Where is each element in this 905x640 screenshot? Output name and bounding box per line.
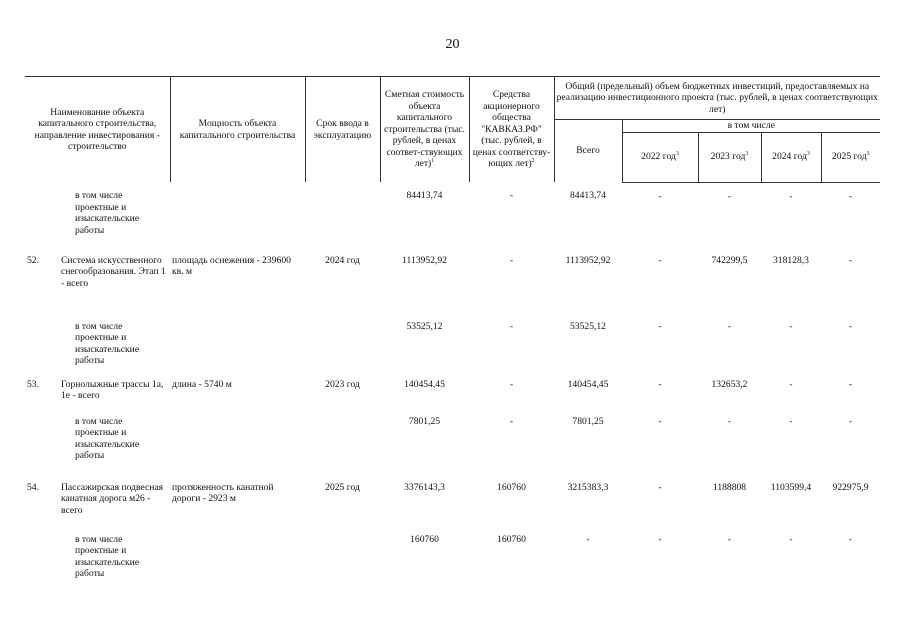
row-capacity <box>170 313 305 371</box>
row-2022: - <box>658 254 662 266</box>
row-capacity: площадь оснежения - 239600 кв. м <box>172 254 291 277</box>
row-2023: - <box>727 320 732 332</box>
row-total: 140454,45 <box>567 378 609 390</box>
row-name: Система искусственного снегообразования. Этап 1 - всего <box>61 254 166 289</box>
row-2022: - <box>658 533 662 545</box>
row-name: Пассажирская подвесная канатная дорога м26 - всего <box>61 481 164 516</box>
row-total: 7801,25 <box>572 415 604 427</box>
row-2023: 132653,2 <box>711 378 748 390</box>
page-number: 20 <box>445 37 460 52</box>
row-capacity: длина - 5740 м <box>172 378 232 390</box>
table-row <box>25 526 880 592</box>
header-capacity: Мощность объекта капитального строительства <box>170 77 305 183</box>
row-2024: - <box>789 190 793 202</box>
row-2025: 922975,9 <box>832 481 869 493</box>
row-cost: 53525,12 <box>406 320 443 332</box>
row-name: в том числе проектные и изыскательские работы <box>75 415 140 461</box>
row-2022: - <box>658 320 662 332</box>
row-2022: - <box>658 415 662 427</box>
row-2025: - <box>848 533 853 545</box>
row-2024: - <box>789 415 793 427</box>
row-term <box>305 408 380 474</box>
header-total: Всего <box>554 120 622 183</box>
row-number <box>25 182 59 247</box>
row-number: 54. <box>27 481 39 493</box>
row-total: 3215383,3 <box>567 481 609 493</box>
row-capacity <box>170 182 305 247</box>
row-cost: 7801,25 <box>408 415 441 427</box>
row-cost: 160760 <box>410 533 439 545</box>
header-year-2024: 2024 год$^3$ <box>761 132 821 182</box>
row-2023: 1188808 <box>712 481 747 493</box>
row-funds: 160760 <box>497 481 526 493</box>
header-funds: Средства акционерного общества "КАВКАЗ.РФ" (тыс. рублей, в ценах соответству-ющих лет)$^2$ <box>469 77 554 183</box>
row-2023: 742299,5 <box>711 254 748 266</box>
row-name: в том числе проектные и изыскательские работы <box>75 533 140 579</box>
row-funds: - <box>509 254 514 266</box>
row-funds: - <box>509 320 514 332</box>
table-row <box>25 371 880 408</box>
row-2024: - <box>789 378 793 390</box>
row-capacity <box>170 408 305 474</box>
row-2024: 1103599,4 <box>770 481 812 493</box>
header-year-2025: 2025 год$^3$ <box>821 132 880 182</box>
table-row <box>25 408 880 474</box>
row-total: - <box>586 533 590 545</box>
row-number: 53. <box>27 378 39 390</box>
row-term: 2025 год <box>325 481 360 493</box>
table-row <box>25 474 880 526</box>
row-funds: 160760 <box>497 533 526 545</box>
row-2023: - <box>727 533 732 545</box>
header-cost: Сметная стоимость объекта капитального строительства (тыс. рублей, в ценах соответ-ствующих лет)$^1$ <box>380 77 469 183</box>
row-capacity <box>170 526 305 592</box>
header-year-2022: 2022 год$^3$ <box>622 132 698 182</box>
table-row <box>25 313 880 371</box>
row-number: 52. <box>27 254 39 266</box>
row-2025: - <box>848 190 853 202</box>
row-2024: - <box>789 320 793 332</box>
row-term <box>305 182 380 247</box>
row-term <box>305 313 380 371</box>
investment-table <box>25 76 880 592</box>
row-2022: - <box>658 190 662 202</box>
header-year-2023: 2023 год$^3$ <box>698 132 761 182</box>
row-2024: 318128,3 <box>773 254 809 266</box>
row-term <box>305 526 380 592</box>
row-cost: 3376143,3 <box>404 481 445 493</box>
row-name: Горнолыжные трассы 1а, 1е - всего <box>61 378 164 401</box>
row-2025: - <box>848 320 853 332</box>
row-number <box>25 313 59 371</box>
row-2025: - <box>848 415 853 427</box>
header-name: Наименование объекта капитального строительства, направление инвестирования - строительство <box>25 77 170 183</box>
row-total: 53525,12 <box>570 320 606 332</box>
row-funds: - <box>509 378 514 390</box>
row-funds: - <box>509 415 514 427</box>
header-including: в том числе <box>622 120 880 133</box>
row-capacity: протяженность канатной дороги - 2923 м <box>172 481 274 504</box>
table-row <box>25 247 880 313</box>
row-funds: - <box>509 190 514 201</box>
row-2023: - <box>727 190 732 202</box>
row-total: 84413,74 <box>570 190 606 201</box>
row-name: в том числе проектные и изыскательские работы <box>75 320 140 366</box>
row-2023: - <box>727 415 732 427</box>
header-budget: Общий (предельный) объем бюджетных инвестиций, предоставляемых на реализацию инвестиционного проекта (тыс. рублей, в ценах соответствующих лет) <box>554 77 880 120</box>
row-2025: - <box>848 378 853 390</box>
row-cost: 1113952,92 <box>402 254 447 266</box>
header-term: Срок ввода в эксплуатацию <box>305 77 380 183</box>
row-term: 2023 год <box>325 378 360 390</box>
row-2025: - <box>848 254 853 266</box>
row-name: в том числе проектные и изыскательские работы <box>75 190 140 236</box>
row-2022: - <box>658 378 662 390</box>
table-row <box>25 182 880 247</box>
row-2022: - <box>658 481 662 493</box>
row-number <box>25 408 59 474</box>
row-total: 1113952,92 <box>565 254 611 266</box>
row-2024: - <box>789 533 793 545</box>
row-term: 2024 год <box>325 254 360 266</box>
row-cost: 84413,74 <box>406 190 443 201</box>
row-number <box>25 526 59 592</box>
row-cost: 140454,45 <box>404 378 445 390</box>
